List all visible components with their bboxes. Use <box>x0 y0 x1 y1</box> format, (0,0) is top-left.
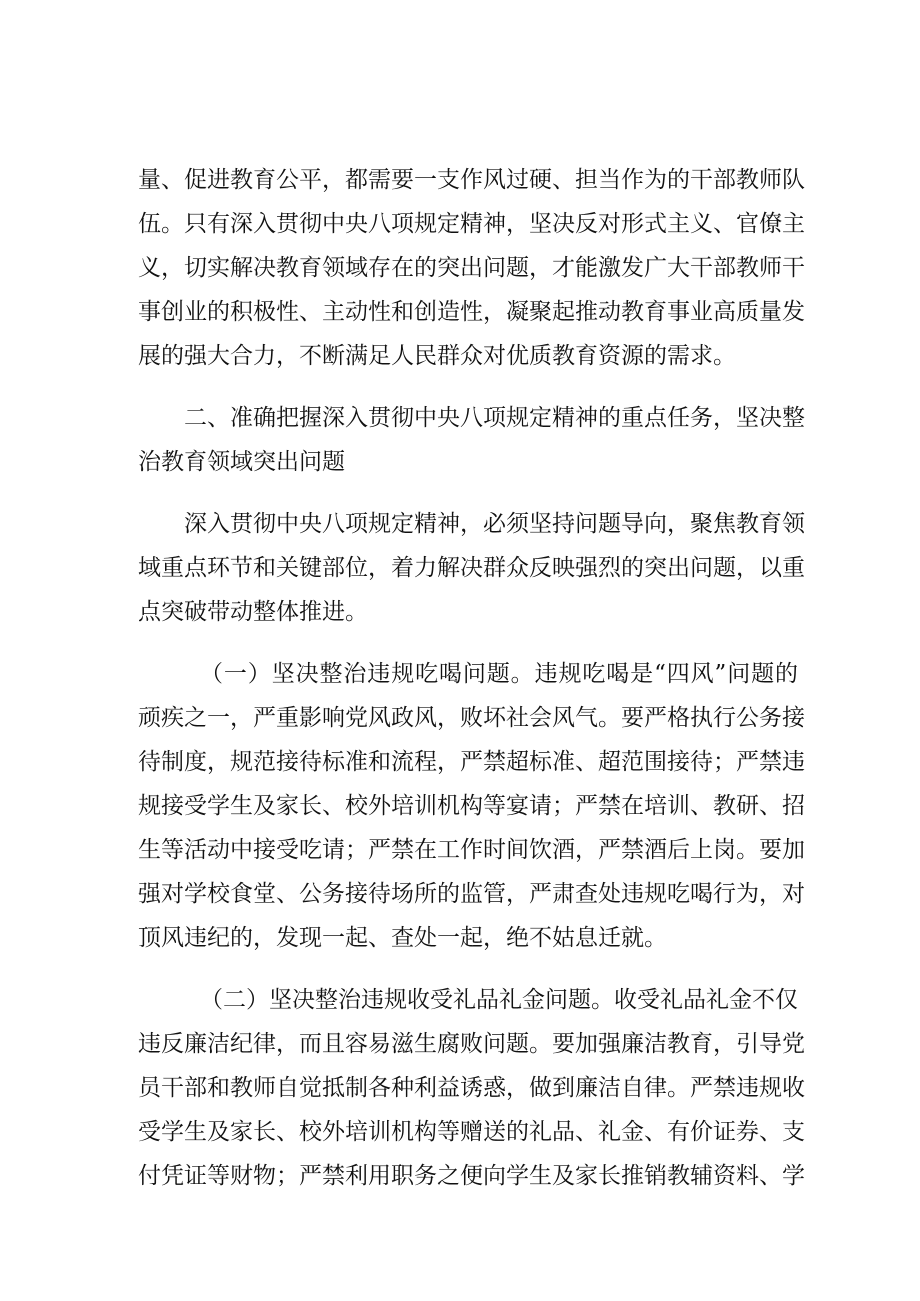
paragraph-line: 义，切实解决教育领域存在的突出问题，才能激发广大干部教师干 <box>138 255 805 281</box>
paragraph-4 <box>138 978 805 1198</box>
paragraph-line: 点突破带动整体推进。 <box>138 599 368 625</box>
paragraph-line: 生等活动中接受吃请；严禁在工作时间饮酒，严禁酒后上岗。要加 <box>138 837 805 863</box>
paragraph-line: 违反廉洁纪律，而且容易滋生腐败问题。要加强廉洁教育，引导党 <box>138 1031 805 1057</box>
heading-line: 二、准确把握深入贯彻中央八项规定精神的重点任务，坚决整 <box>184 405 805 431</box>
paragraph-line: 事创业的积极性、主动性和创造性，凝聚起推动教育事业高质量发 <box>138 299 805 325</box>
paragraph-line: 规接受学生及家长、校外培训机构等宴请；严禁在培训、教研、招 <box>138 793 805 819</box>
paragraph-line: 展的强大合力，不断满足人民群众对优质教育资源的需求。 <box>138 343 736 369</box>
paragraph-line: （二）坚决整治违规收受礼品礼金问题。收受礼品礼金不仅 <box>200 987 798 1013</box>
paragraph-line: 量、促进教育公平，都需要一支作风过硬、担当作为的干部教师队 <box>138 167 805 193</box>
paragraph-line: 深入贯彻中央八项规定精神，必须坚持问题导向，聚焦教育领 <box>184 511 805 537</box>
paragraph-line: 待制度，规范接待标准和流程，严禁超标准、超范围接待；严禁违 <box>138 749 805 775</box>
document-body <box>138 158 805 1216</box>
paragraph-line: 受学生及家长、校外培训机构等赠送的礼品、礼金、有价证券、支 <box>138 1119 805 1145</box>
paragraph-line: 伍。只有深入贯彻中央八项规定精神，坚决反对形式主义、官僚主 <box>138 211 805 237</box>
section-heading-2 <box>138 396 805 484</box>
paragraph-line: 强对学校食堂、公务接待场所的监管，严肃查处违规吃喝行为，对 <box>138 881 805 907</box>
paragraph-line: 顶风违纪的，发现一起、查处一起，绝不姑息迁就。 <box>138 925 667 951</box>
paragraph-line: 顽疾之一，严重影响党风政风，败坏社会风气。要严格执行公务接 <box>138 705 805 731</box>
paragraph-1 <box>138 158 805 378</box>
paragraph-line: （一）坚决整治违规吃喝问题。违规吃喝是“四风”问题的 <box>200 661 798 687</box>
heading-line: 治教育领域突出问题 <box>138 449 345 475</box>
paragraph-line: 员干部和教师自觉抵制各种利益诱惑，做到廉洁自律。严禁违规收 <box>138 1075 805 1101</box>
paragraph-2 <box>138 502 805 634</box>
paragraph-line: 付凭证等财物；严禁利用职务之便向学生及家长推销教辅资料、学 <box>138 1163 805 1189</box>
paragraph-3 <box>138 652 805 960</box>
paragraph-line: 域重点环节和关键部位，着力解决群众反映强烈的突出问题，以重 <box>138 555 805 581</box>
